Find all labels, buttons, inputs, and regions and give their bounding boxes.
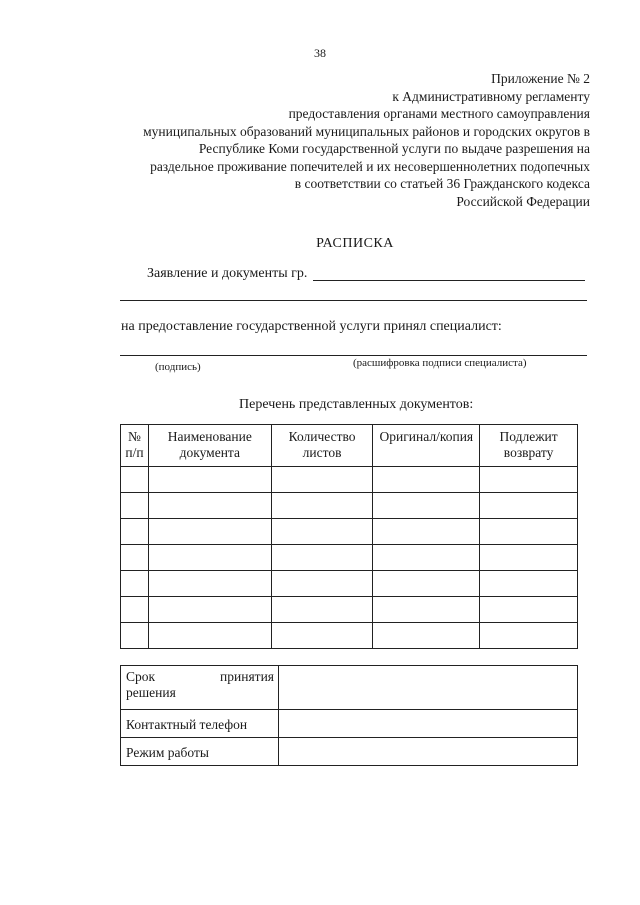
phone-label: Контактный телефон: [121, 710, 279, 738]
column-header-number: № п/п: [121, 425, 149, 467]
document-title: РАСПИСКА: [316, 236, 394, 251]
table-cell[interactable]: [373, 623, 480, 649]
page-number: 38: [314, 46, 326, 60]
table-cell[interactable]: [480, 597, 578, 623]
info-table: [120, 665, 578, 766]
table-cell[interactable]: [373, 571, 480, 597]
work-hours-label: Режим работы: [121, 738, 279, 766]
info-row-work-hours: [121, 738, 578, 766]
table-cell[interactable]: [480, 467, 578, 493]
signature-caption: (подпись): [155, 361, 201, 373]
header-line: муниципальных образований муниципальных районов и городских округов в: [143, 123, 590, 139]
table-cell[interactable]: [271, 493, 373, 519]
table-cell[interactable]: [121, 623, 149, 649]
header-line: к Административному регламенту: [392, 88, 590, 104]
header-line: в соответствии со статьей 36 Гражданского кодекса: [294, 176, 590, 191]
table-cell[interactable]: [148, 571, 271, 597]
header-line: раздельное проживание попечителей и их несовершеннолетних подопечных: [150, 158, 590, 174]
table-row: [121, 545, 578, 571]
appendix-header: [143, 70, 590, 210]
info-row-phone: [121, 710, 578, 738]
continuation-line[interactable]: [120, 300, 587, 301]
work-hours-value[interactable]: [279, 738, 578, 766]
table-cell[interactable]: [148, 597, 271, 623]
table-cell[interactable]: [271, 571, 373, 597]
table-row: [121, 467, 578, 493]
header-line: Российской Федерации: [456, 193, 590, 209]
phone-value[interactable]: [279, 710, 578, 738]
table-cell[interactable]: [373, 545, 480, 571]
documents-caption: Перечень представленных документов:: [239, 397, 474, 412]
table-header-row: [121, 425, 578, 467]
documents-table: [120, 424, 578, 649]
decision-term-value[interactable]: [279, 666, 578, 710]
column-header-name: Наименование документа: [148, 425, 271, 467]
decision-term-word: Срок: [126, 669, 156, 684]
header-line: Республике Коми государственной услуги по выдаче разрешения на: [198, 141, 590, 156]
table-cell[interactable]: [121, 597, 149, 623]
table-row: [121, 623, 578, 649]
decision-term-label: [121, 666, 279, 710]
decision-term-word: решения: [126, 685, 176, 700]
table-cell[interactable]: [148, 545, 271, 571]
table-cell[interactable]: [480, 545, 578, 571]
table-cell[interactable]: [373, 519, 480, 545]
decoding-caption: (расшифровка подписи специалиста): [353, 357, 527, 369]
table-cell[interactable]: [121, 467, 149, 493]
table-cell[interactable]: [271, 623, 373, 649]
table-cell[interactable]: [480, 493, 578, 519]
table-cell[interactable]: [148, 519, 271, 545]
table-cell[interactable]: [148, 623, 271, 649]
table-cell[interactable]: [271, 545, 373, 571]
table-cell[interactable]: [480, 571, 578, 597]
applicant-name-line[interactable]: [313, 280, 585, 281]
signature-line[interactable]: [120, 355, 587, 356]
table-cell[interactable]: [271, 519, 373, 545]
table-cell[interactable]: [480, 623, 578, 649]
table-cell[interactable]: [373, 467, 480, 493]
info-row-decision-term: [121, 666, 578, 710]
decision-term-word: принятия: [220, 669, 274, 684]
table-row: [121, 493, 578, 519]
table-cell[interactable]: [148, 467, 271, 493]
table-cell[interactable]: [121, 571, 149, 597]
table-cell[interactable]: [121, 545, 149, 571]
header-line: предоставления органами местного самоуправления: [288, 106, 590, 121]
column-header-return: Подлежит возврату: [480, 425, 578, 467]
table-cell[interactable]: [373, 493, 480, 519]
column-header-sheets: Количество листов: [271, 425, 373, 467]
table-cell[interactable]: [271, 597, 373, 623]
table-cell[interactable]: [480, 519, 578, 545]
header-line: Приложение № 2: [491, 71, 590, 86]
accepted-label: на предоставление государственной услуги принял специалист:: [121, 319, 502, 334]
statement-label: Заявление и документы гр.: [147, 266, 308, 281]
table-cell[interactable]: [121, 493, 149, 519]
table-cell[interactable]: [148, 493, 271, 519]
table-cell[interactable]: [373, 597, 480, 623]
table-row: [121, 597, 578, 623]
table-cell[interactable]: [121, 519, 149, 545]
table-cell[interactable]: [271, 467, 373, 493]
table-row: [121, 519, 578, 545]
column-header-original-copy: Оригинал/копия: [373, 425, 480, 467]
table-row: [121, 571, 578, 597]
